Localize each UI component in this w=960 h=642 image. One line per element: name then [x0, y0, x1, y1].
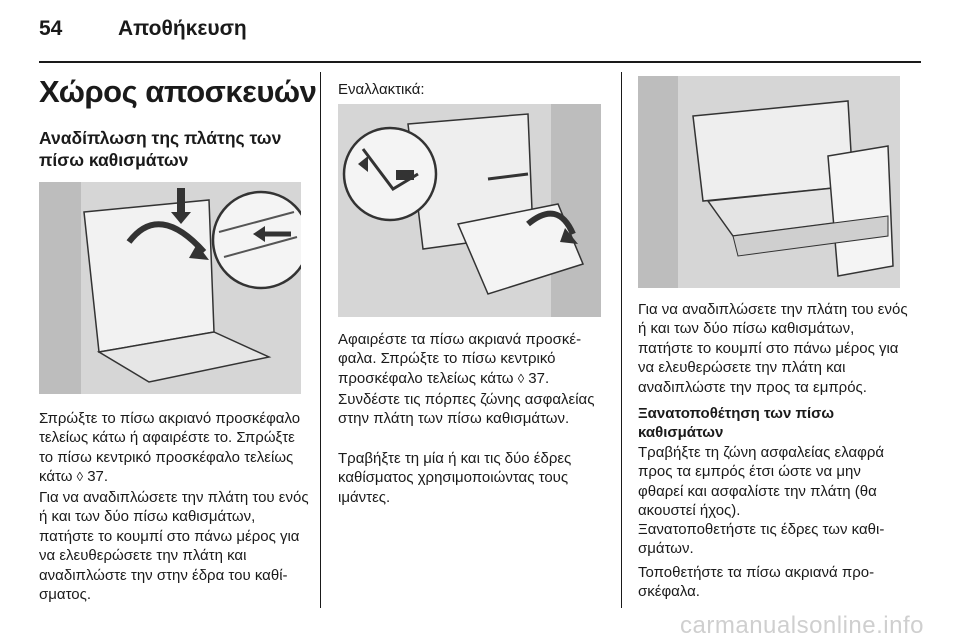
page-ref-icon: ◊: [76, 469, 84, 485]
instruction-paragraph: Ξανατοποθετήστε τις έδρες των καθισμάτων.: [638, 521, 885, 558]
paragraph-text: Σπρώξτε το πίσω ακριανό προσκέφαλο τελείως κάτω ή αφαιρέστε το. Σπρώξτε το πίσω κεντρικό προσκέφαλο τελείως κάτω: [39, 410, 301, 486]
instruction-paragraph: [338, 330, 608, 388]
subheading: Ξανατοποθέτηση των πίσω καθισμάτων: [638, 405, 835, 442]
page-ref: 37.: [83, 468, 109, 486]
watermark: carmanualsonline.info: [680, 612, 924, 639]
header-rule: [39, 61, 921, 63]
seat-cushion-tilt-illustration: [338, 104, 601, 317]
section-title: Χώρος αποσκευών: [39, 74, 317, 109]
instruction-paragraph: [39, 409, 309, 487]
chapter-title: Αποθήκευση: [118, 17, 247, 40]
instruction-paragraph: Τοποθετήστε τα πίσω ακριανά προσκέφαλα.: [638, 564, 875, 601]
instruction-paragraph: Για να αναδιπλώσετε την πλάτη του ενός ή και των δύο πίσω καθισμάτων, πατήστε το κουμπί στο πάνω μέρος για να ελευθερώσετε την πλάτη και αναδιπλώστε την στην έδρα του καθίσματος.: [39, 489, 309, 604]
paragraph-text: Αφαιρέστε τα πίσω ακριανά προσκέφαλα. Σπρώξτε το πίσω κεντρικό προσκέφαλο τελείως κάτω: [338, 331, 582, 387]
page-ref: 37.: [524, 369, 550, 387]
rear-seat-fold-illustration: [39, 182, 301, 394]
page-number: 54: [39, 17, 63, 40]
instruction-paragraph: Συνδέστε τις πόρπες ζώνης ασφαλείας στην πλάτη των πίσω καθισμάτων.: [338, 391, 595, 428]
instruction-paragraph: Τραβήξτε τη μία ή και τις δύο έδρες καθίσματος χρησιμοποιώντας τους ιμάντες.: [338, 450, 572, 506]
subsection-title: Αναδίπλωση της πλάτης των πίσω καθισμάτων: [39, 128, 282, 170]
column-divider: [320, 72, 321, 608]
alternative-label: Εναλλακτικά:: [338, 81, 425, 98]
instruction-paragraph: Τραβήξτε τη ζώνη ασφαλείας ελαφρά προς τα εμπρός έτσι ώστε να μην φθαρεί και ασφαλίστε την πλάτη (θα ακουστεί ήχος).: [638, 444, 885, 520]
page-ref-icon: ◊: [517, 370, 525, 386]
column-divider: [621, 72, 622, 608]
folded-seat-tumbled-illustration: [638, 76, 900, 288]
instruction-paragraph: Για να αναδιπλώσετε την πλάτη του ενός ή και των δύο πίσω καθισμάτων, πατήστε το κουμπί στο πάνω μέρος για να ελευθερώσετε την πλάτη και αναδιπλώστε την προς τα εμπρός.: [638, 301, 908, 396]
